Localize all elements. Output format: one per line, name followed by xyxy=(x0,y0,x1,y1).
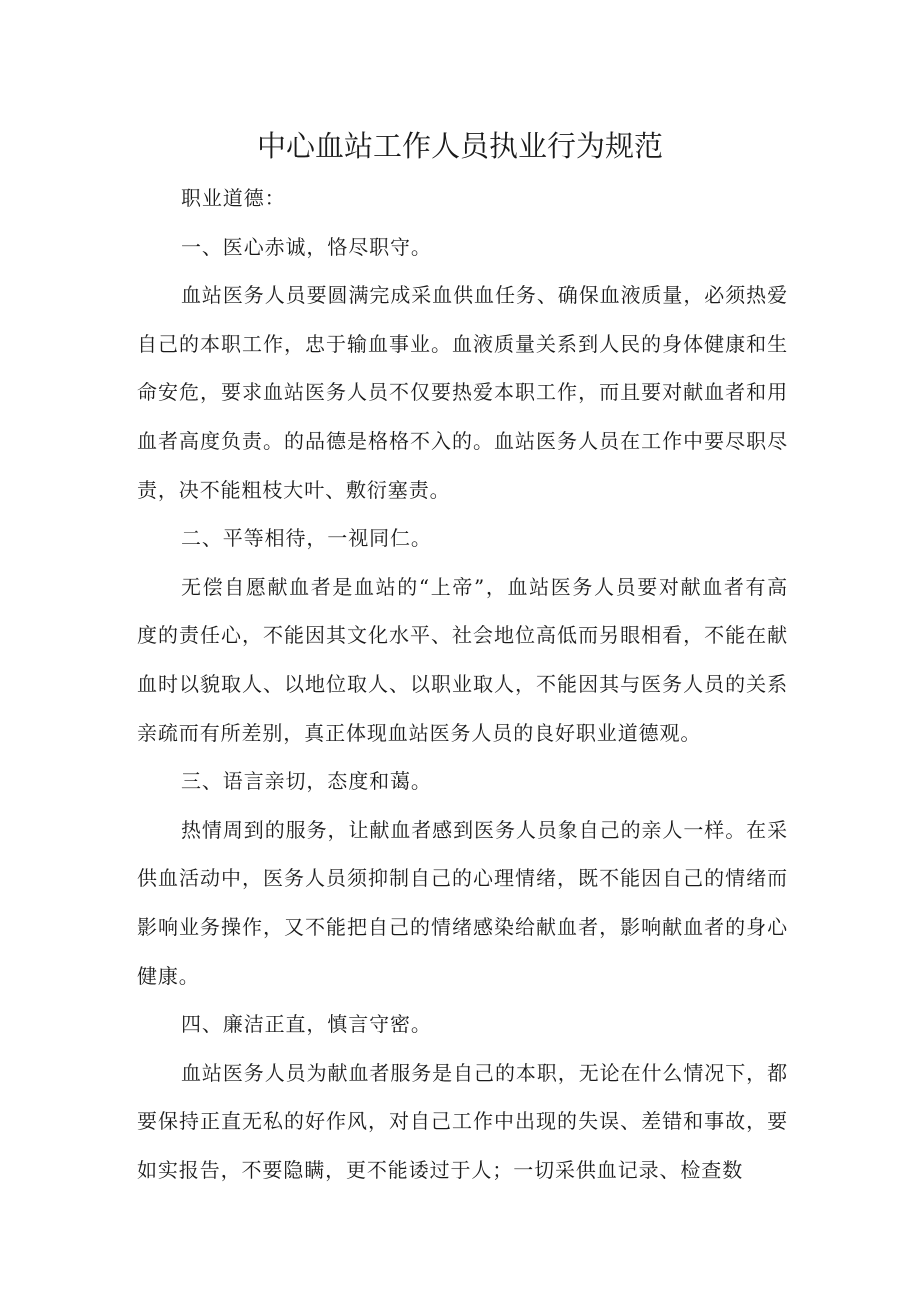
paragraph-1: 血站医务人员要圆满完成采血供血任务、确保血液质量，必须热爱自己的本职工作，忠于输血事业。血液质量关系到人民的身体健康和生命安危，要求血站医务人员不仅要热爱本职工作，而且要对献血者和用血者高度负责。的品德是格格不入的。血站医务人员在工作中要尽职尽责，决不能粗枝大叶、敷衍塞责。 xyxy=(137,283,788,502)
section-heading-1: 一、医心赤诚，恪尽职守。 xyxy=(181,234,432,259)
section-heading-3: 三、语言亲切，态度和蔼。 xyxy=(181,769,432,794)
section-heading-2: 二、平等相待，一视同仁。 xyxy=(181,526,432,551)
paragraph-3: 热情周到的服务，让献血者感到医务人员象自己的亲人一样。在采供血活动中，医务人员须抑制自己的心理情绪，既不能因自己的情绪而影响业务操作，又不能把自己的情绪感染给献血者，影响献血者的身心健康。 xyxy=(137,817,788,988)
document-body xyxy=(137,174,788,1194)
document-title: 中心血站工作人员执业行为规范 xyxy=(256,129,663,163)
paragraph-2: 无偿自愿献血者是血站的“上帝”，血站医务人员要对献血者有高度的责任心，不能因其文化水平、社会地位高低而另眼相看，不能在献血时以貌取人、以地位取人、以职业取人，不能因其与医务人员的关系亲疏而有所差别，真正体现血站医务人员的良好职业道德观。 xyxy=(137,574,788,745)
paragraph-4: 血站医务人员为献血者服务是自己的本职，无论在什么情况下，都要保持正直无私的好作风，对自己工作中出现的失误、差错和事故，要如实报告，不要隐瞒，更不能诿过于人；一切采供血记录、检查数 xyxy=(137,1060,788,1182)
section-heading-4: 四、廉洁正直，慎言守密。 xyxy=(181,1012,432,1037)
section-heading-ethics: 职业道德： xyxy=(181,186,286,210)
